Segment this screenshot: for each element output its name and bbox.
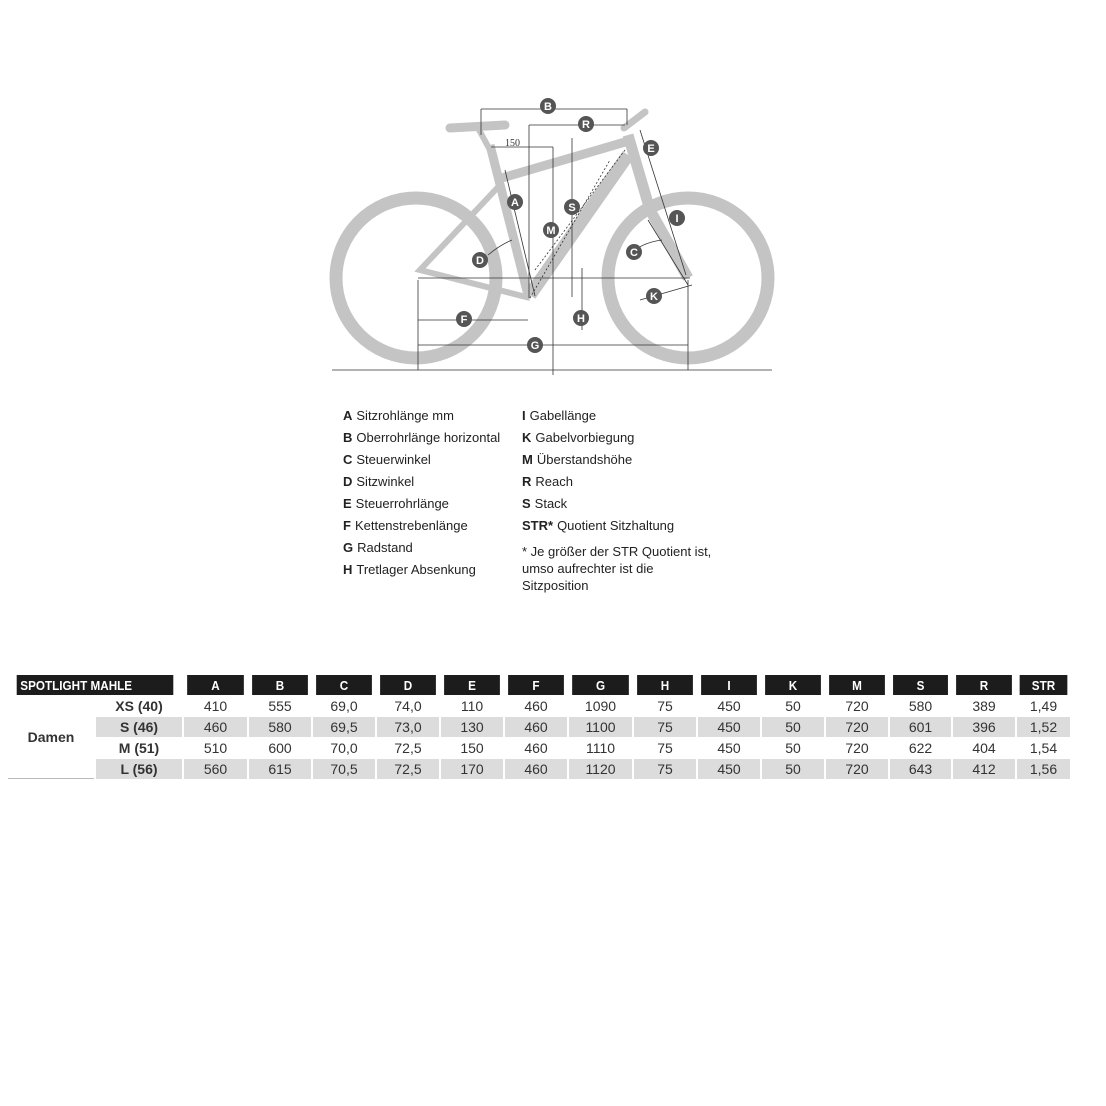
- value-cell: 75: [634, 759, 696, 779]
- value-cell: 404: [972, 740, 996, 756]
- legend-text: Oberrohrlänge horizontal: [356, 430, 501, 445]
- legend-key: D: [343, 474, 353, 489]
- legend-item: [343, 559, 500, 581]
- column-header: B: [252, 675, 308, 695]
- value-cell: 72,5: [394, 740, 422, 756]
- value-cell: 50: [762, 759, 824, 779]
- legend-text: Gabellänge: [529, 408, 597, 423]
- value-cell: 72,5: [377, 759, 439, 779]
- legend-item: [343, 537, 500, 559]
- value-cell: 150: [460, 740, 484, 756]
- marker-label: H: [577, 313, 585, 325]
- value-cell: 410: [203, 698, 228, 714]
- legend-key: A: [343, 408, 353, 423]
- legend-text: Steuerrohrlänge: [355, 496, 449, 511]
- value-cell: 1110: [585, 740, 616, 756]
- column-header: M: [829, 675, 885, 695]
- value-cell: 601: [890, 717, 951, 737]
- value-cell: 600: [268, 740, 292, 756]
- value-cell: 170: [441, 759, 503, 779]
- column-header: I: [701, 675, 757, 695]
- legend-item: [522, 427, 712, 449]
- column-header: D: [380, 675, 436, 695]
- marker-label: K: [650, 291, 658, 303]
- marker-label: G: [530, 340, 540, 352]
- legend-key: STR*: [522, 518, 554, 533]
- value-cell: 75: [657, 740, 673, 756]
- dimension-150: 150: [505, 138, 520, 149]
- value-cell: 450: [698, 759, 760, 779]
- value-cell: 110: [460, 698, 484, 714]
- value-cell: 643: [890, 759, 951, 779]
- value-cell: 460: [524, 698, 548, 714]
- value-cell: 1,54: [1029, 740, 1058, 756]
- legend-key: R: [522, 474, 532, 489]
- value-cell: 1100: [569, 717, 632, 737]
- legend-text: Radstand: [357, 540, 413, 555]
- column-header: C: [316, 675, 372, 695]
- column-header: STR: [1020, 675, 1068, 695]
- table-row: [8, 738, 1070, 758]
- legend-text: Tretlager Absenkung: [356, 562, 476, 577]
- value-cell: 50: [785, 698, 801, 714]
- value-cell: 720: [845, 698, 869, 714]
- legend-key: H: [343, 562, 353, 577]
- column-header: G: [572, 675, 629, 695]
- value-cell: 75: [657, 698, 673, 714]
- column-header: F: [508, 675, 564, 695]
- legend-item: [522, 515, 712, 537]
- marker-label: F: [460, 314, 468, 326]
- legend-item: [343, 449, 500, 471]
- legend-key: E: [343, 496, 352, 511]
- value-cell: 1,56: [1017, 759, 1070, 779]
- legend-item: [343, 515, 500, 537]
- legend-key: F: [343, 518, 351, 533]
- table-row: [8, 717, 1070, 737]
- column-header: E: [444, 675, 500, 695]
- value-cell: 70,5: [313, 759, 375, 779]
- group-label: Damen: [8, 696, 94, 779]
- marker-label: C: [630, 247, 638, 259]
- value-cell: 450: [717, 698, 741, 714]
- marker-label: B: [544, 101, 552, 113]
- value-cell: 1120: [569, 759, 632, 779]
- size-cell: L (56): [96, 759, 182, 779]
- table-row: [8, 696, 1070, 716]
- legend-item: [343, 493, 500, 515]
- value-cell: 74,0: [394, 698, 422, 714]
- legend-left: [343, 405, 500, 581]
- value-cell: 1090: [584, 698, 617, 714]
- value-cell: 580: [249, 717, 311, 737]
- marker-label: E: [647, 143, 655, 155]
- legend-text: Überstandshöhe: [536, 452, 633, 467]
- value-cell: 1,52: [1017, 717, 1070, 737]
- value-cell: 1,49: [1029, 698, 1058, 714]
- value-cell: 720: [845, 740, 869, 756]
- value-cell: 389: [972, 698, 996, 714]
- value-cell: 560: [184, 759, 247, 779]
- marker-label: A: [511, 197, 519, 209]
- legend-text: Stack: [534, 496, 568, 511]
- value-cell: 50: [785, 740, 801, 756]
- legend-item: [522, 449, 712, 471]
- legend-text: Steuerwinkel: [356, 452, 431, 467]
- value-cell: 720: [826, 759, 888, 779]
- legend-item: [343, 405, 500, 427]
- marker-label: S: [568, 202, 576, 214]
- value-cell: 412: [953, 759, 1015, 779]
- value-cell: 460: [505, 717, 567, 737]
- marker-label: I: [675, 213, 679, 225]
- value-cell: 580: [908, 698, 933, 714]
- geometry-table: [6, 674, 1072, 780]
- str-note: * Je größer der STR Quotient ist, umso aufrechter ist die Sitzposition: [522, 544, 712, 593]
- legend-item: [343, 471, 500, 493]
- value-cell: 615: [249, 759, 311, 779]
- value-cell: 130: [441, 717, 503, 737]
- value-cell: 555: [268, 698, 292, 714]
- value-cell: 396: [953, 717, 1015, 737]
- value-cell: 460: [505, 759, 567, 779]
- table-title: SPOTLIGHT MAHLE: [17, 675, 174, 695]
- value-cell: 720: [826, 717, 888, 737]
- marker-label: R: [582, 119, 590, 131]
- legend-item: [522, 493, 712, 515]
- value-cell: 622: [908, 740, 933, 756]
- value-cell: 73,0: [377, 717, 439, 737]
- value-cell: 460: [524, 740, 548, 756]
- legend-key: M: [522, 452, 533, 467]
- legend-key: I: [522, 408, 526, 423]
- legend-text: Gabelvorbiegung: [535, 430, 635, 445]
- legend-key: S: [522, 496, 531, 511]
- legend-text: Kettenstrebenlänge: [354, 518, 468, 533]
- value-cell: 69,5: [313, 717, 375, 737]
- column-header: S: [893, 675, 948, 695]
- column-header: A: [187, 675, 244, 695]
- legend-item: [522, 405, 712, 427]
- size-cell: M (51): [118, 740, 160, 756]
- legend-item: [522, 471, 712, 493]
- legend-key: K: [522, 430, 532, 445]
- column-header: K: [765, 675, 821, 695]
- value-cell: 69,0: [330, 698, 358, 714]
- marker-label: D: [476, 255, 484, 267]
- legend-key: C: [343, 452, 353, 467]
- legend-right: [522, 405, 712, 594]
- table-row: [8, 759, 1070, 779]
- value-cell: 460: [184, 717, 247, 737]
- column-header: H: [637, 675, 693, 695]
- size-cell: S (46): [96, 717, 182, 737]
- legend-key: B: [343, 430, 353, 445]
- legend-text: Sitzrohlänge mm: [356, 408, 454, 423]
- value-cell: 70,0: [330, 740, 358, 756]
- legend-text: Quotient Sitzhaltung: [557, 518, 675, 533]
- bike-geometry-diagram: [0, 0, 1106, 400]
- legend-text: Reach: [535, 474, 573, 489]
- value-cell: 50: [762, 717, 824, 737]
- legend-text: Sitzwinkel: [356, 474, 415, 489]
- column-header: R: [956, 675, 1012, 695]
- size-cell: XS (40): [115, 698, 163, 714]
- marker-label: M: [546, 225, 556, 237]
- legend-key: G: [343, 540, 354, 555]
- legend-item: [343, 427, 500, 449]
- value-cell: 450: [698, 717, 760, 737]
- value-cell: 75: [634, 717, 696, 737]
- value-cell: 450: [717, 740, 741, 756]
- value-cell: 510: [203, 740, 228, 756]
